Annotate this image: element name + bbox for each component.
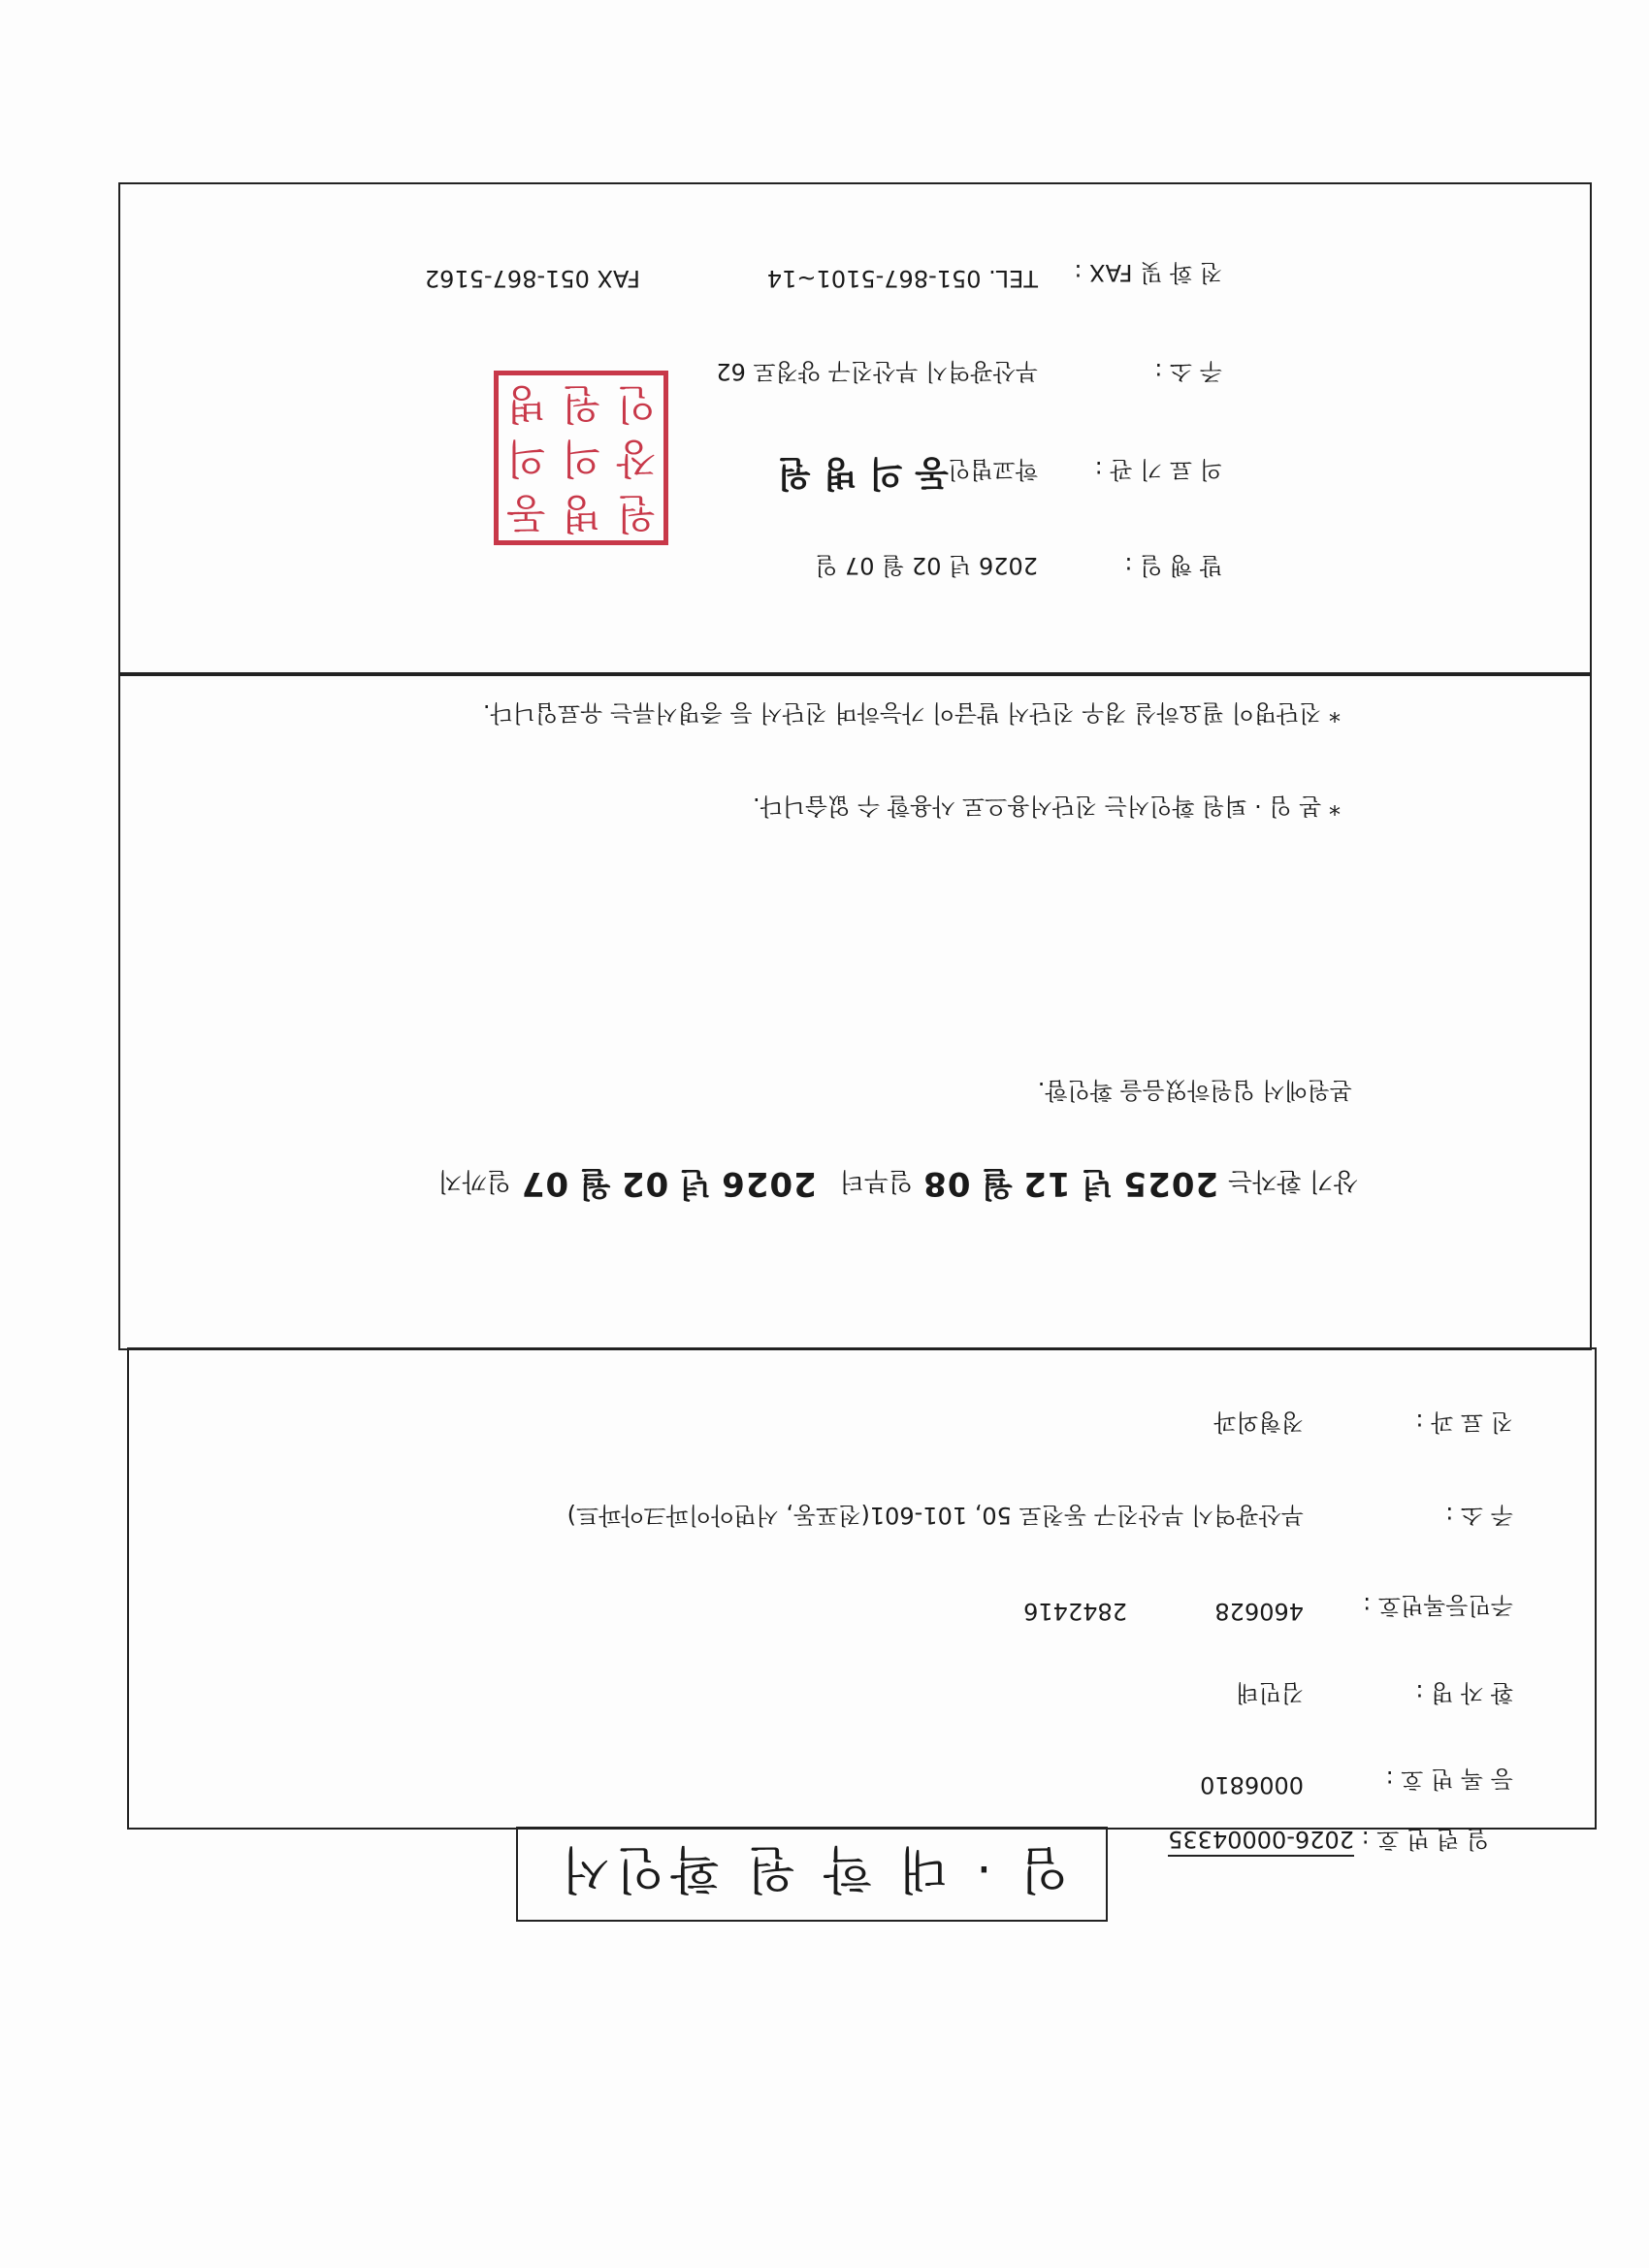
department-value: 정형외과 (1213, 1409, 1304, 1436)
period-prefix: 상기 환자는 (1228, 1166, 1358, 1195)
period-from: 일부터 (839, 1166, 914, 1195)
telephone: TEL. 051-867-5101~14 (766, 265, 1038, 292)
patient-name-label: 환 자 명 : (1415, 1679, 1513, 1706)
patient-info-section (127, 1347, 1597, 1830)
month-unit: 월 (980, 1164, 1014, 1203)
hospital-seal: 원 병 동 장 의 의 인 원 병 (494, 371, 668, 545)
address-label: 주 소 : (1445, 1502, 1513, 1529)
admission-period (437, 1163, 1358, 1211)
issue-date-value: 2026 년 02 월 07 일 (815, 552, 1038, 579)
department-label: 진 료 과 : (1415, 1409, 1513, 1436)
confirm-statement: 본원에서 입원하였음을 확인함. (1037, 1077, 1352, 1104)
contact-label: 전 화 및 FAX : (1074, 259, 1222, 286)
issuer-section (118, 182, 1592, 676)
note-2: * 진단명이 필요하실 경우 진단서 발급이 가능하며 진단서 등 증명서류는 유료입니다. (482, 699, 1341, 727)
patient-name-value: 김민태 (1236, 1679, 1304, 1706)
resident-no-front: 460628 (1214, 1598, 1304, 1625)
reg-no-label: 등 록 번 호 : (1385, 1766, 1513, 1793)
month-unit-2: 월 (578, 1164, 611, 1203)
issue-number-label: 일 련 번 호 : (1361, 1826, 1489, 1853)
end-year: 2026 (721, 1164, 817, 1203)
note-1: * 본 임 · 퇴원 확인서는 진단서용으로 사용할 수 없습니다. (753, 793, 1341, 820)
start-day: 08 (922, 1164, 971, 1203)
address-value: 부산광역시 부산진구 동천로 50, 101-601(전포동, 서면아이파크아파트) (566, 1502, 1304, 1529)
end-day: 07 (520, 1164, 569, 1203)
resident-no-back: 2842416 (1023, 1598, 1127, 1625)
reg-no-value: 0006810 (1200, 1771, 1304, 1798)
admission-period-section (118, 672, 1592, 1350)
document-title: 임 · 대 학 원 확인서 (516, 1827, 1108, 1922)
year-unit: 년 (1080, 1164, 1114, 1203)
period-to: 일까지 (437, 1166, 511, 1195)
start-month: 12 (1022, 1164, 1071, 1203)
institution-label: 의 료 기 관 : (1094, 456, 1222, 483)
institution-address-value: 부산광역시 부산진구 양정로 62 (716, 358, 1038, 385)
institution-name: 동 의 병 원 (777, 453, 949, 493)
resident-no-label: 주민등록번호 : (1363, 1592, 1513, 1619)
end-month: 02 (620, 1164, 669, 1203)
institution-address-label: 주 소 : (1154, 358, 1222, 385)
issue-date-label: 발 행 일 : (1124, 552, 1222, 579)
fax: FAX 051-867-5162 (424, 265, 640, 292)
institution-type: 학교법인 (948, 456, 1038, 483)
issue-number (1168, 1825, 1489, 1859)
issue-number-value: 2026-00004335 (1168, 1826, 1354, 1857)
year-unit-2: 년 (678, 1164, 712, 1203)
start-year: 2025 (1122, 1164, 1219, 1203)
